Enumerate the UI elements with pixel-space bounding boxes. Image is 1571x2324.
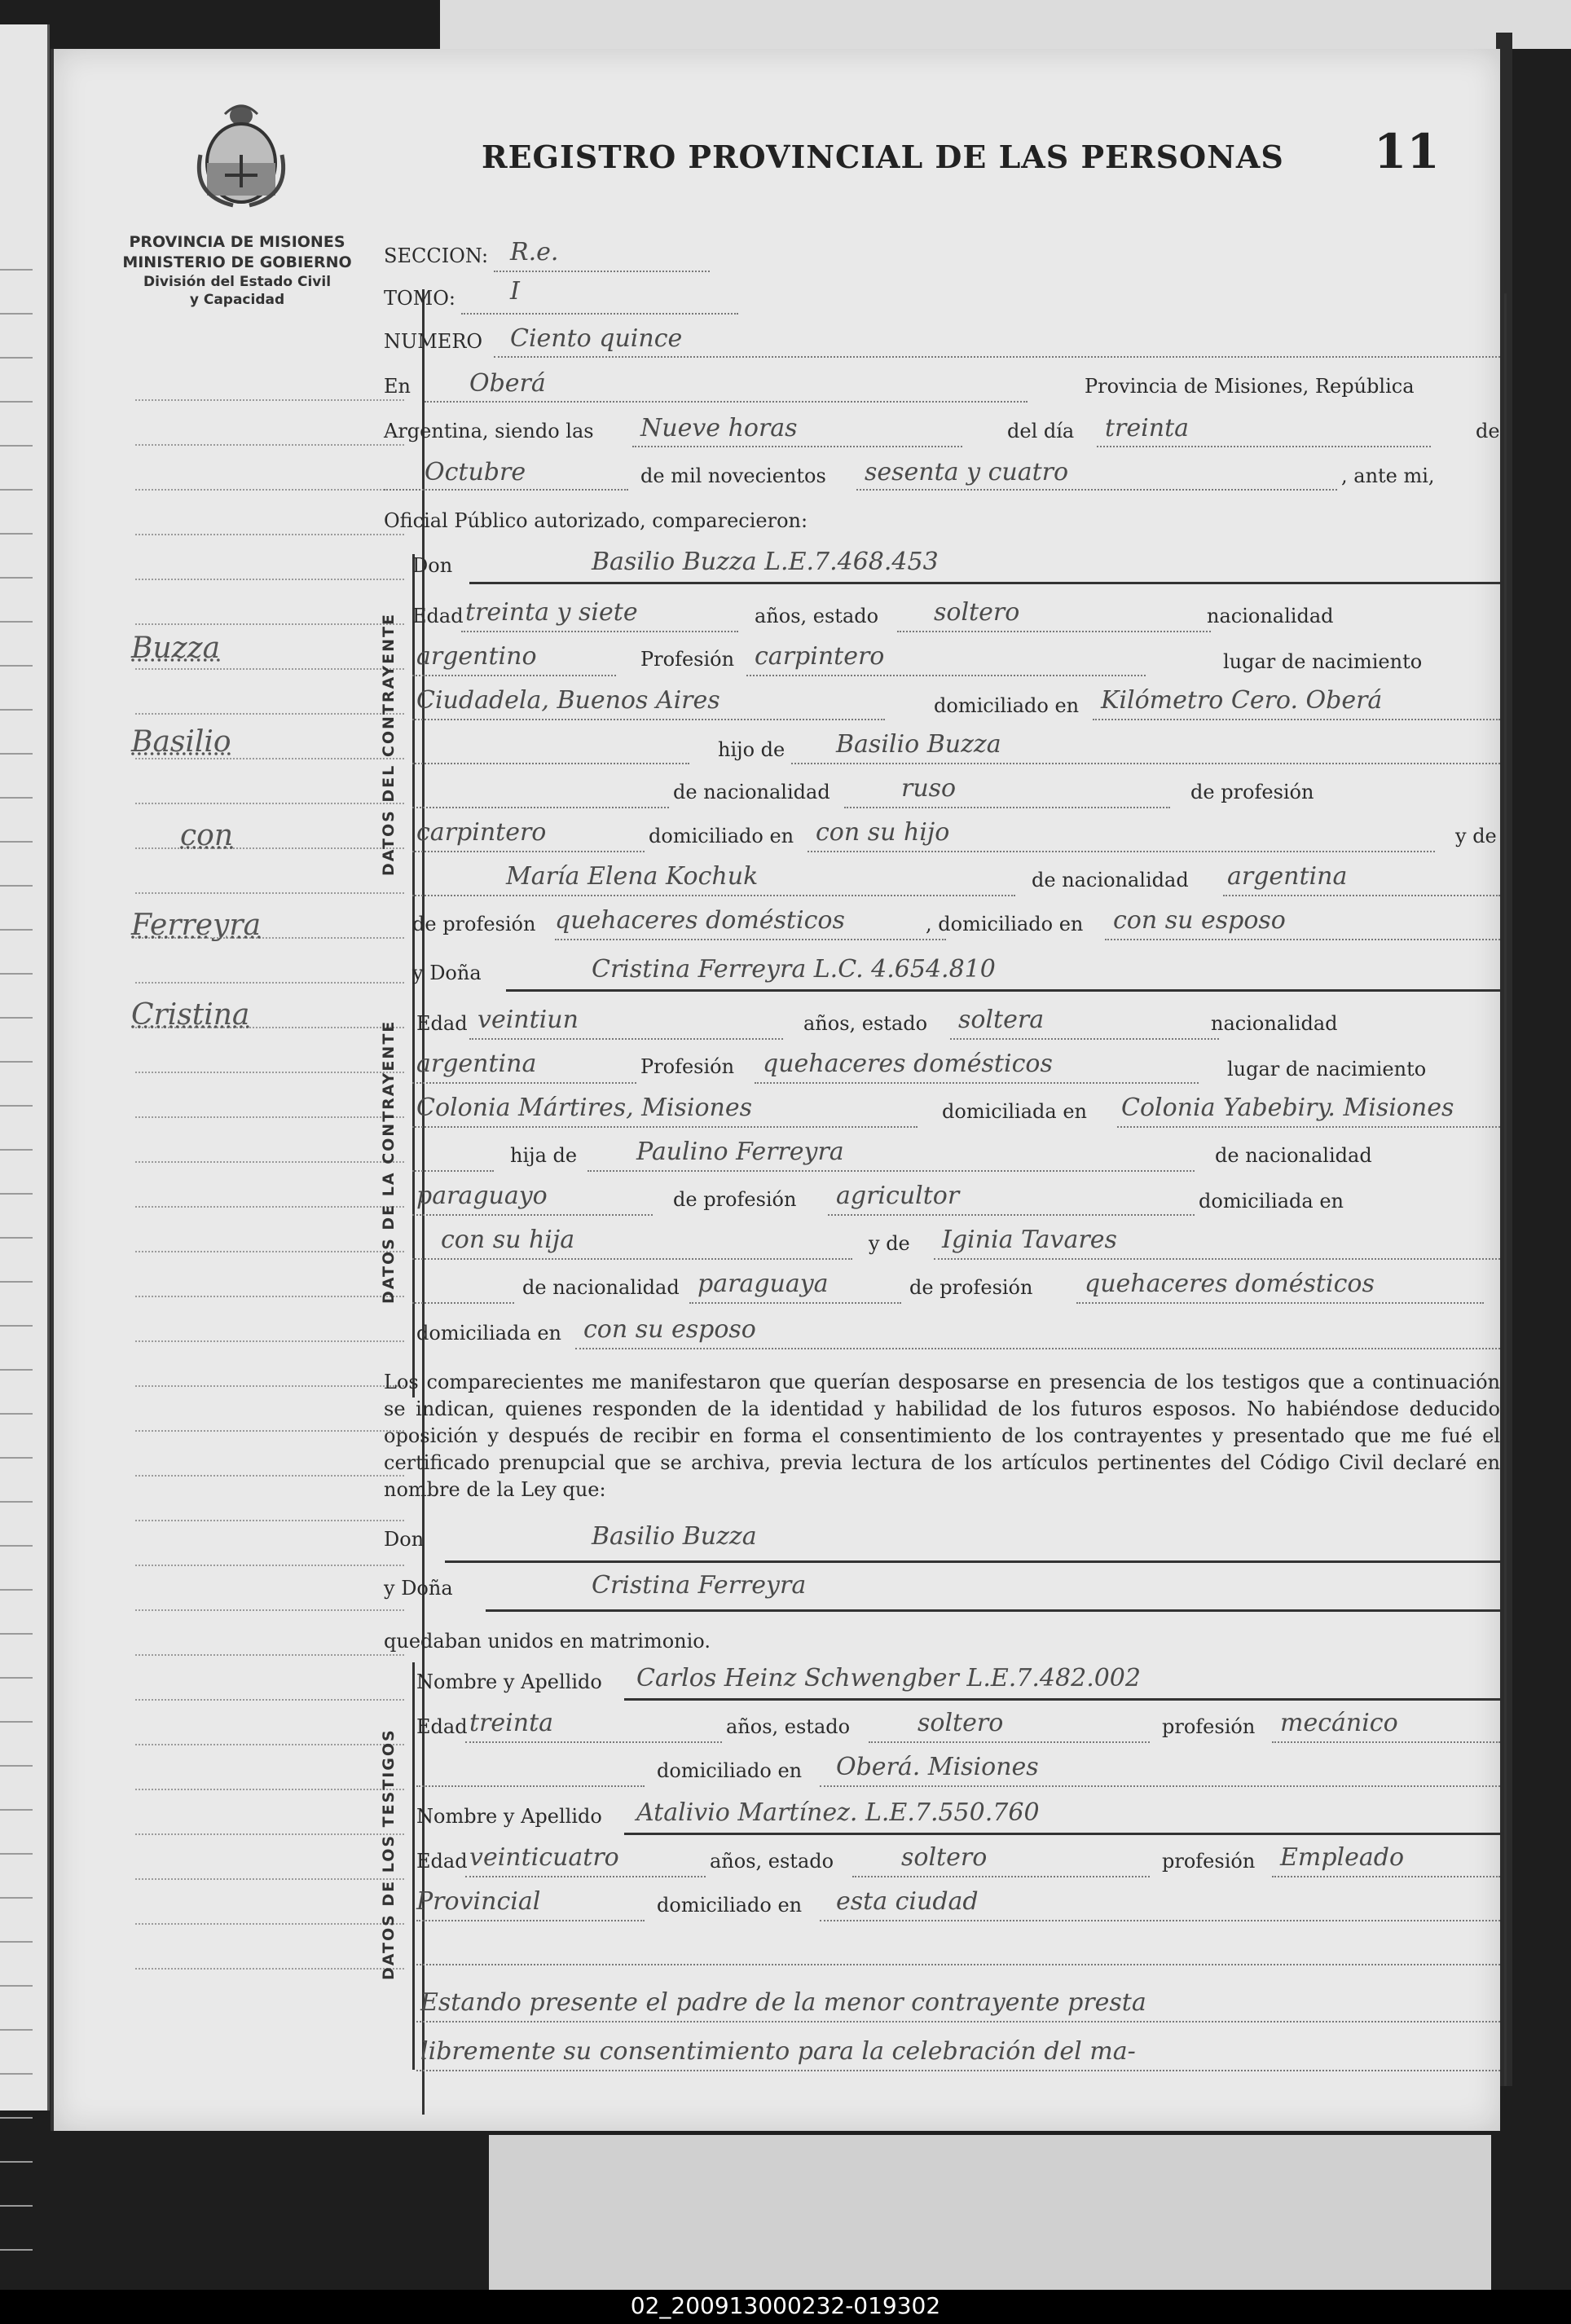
sliver-rule	[0, 1237, 33, 1239]
contrayenta-lugar-line	[412, 1126, 918, 1128]
margin-rule	[135, 1206, 404, 1208]
contrayenta-padre: Paulino Ferreyra	[636, 1138, 844, 1166]
margin-rule	[135, 1833, 404, 1835]
testigo1-edad: treinta	[469, 1709, 554, 1737]
testigos-section-label: DATOS DE LOS TESTIGOS	[380, 1728, 398, 1980]
t1-profesion-label: profesión	[1162, 1715, 1256, 1738]
sliver-rule	[0, 1193, 33, 1195]
dona-label: y Doña	[412, 962, 482, 984]
decl-don-value: Basilio Buzza	[592, 1522, 757, 1551]
sliver-rule	[0, 797, 33, 799]
t2-anios-estado-label: años, estado	[710, 1850, 834, 1873]
testigo1-profesion: mecánico	[1280, 1709, 1398, 1737]
contrayenta-madre-domicilio-label: domiciliada en	[416, 1322, 561, 1345]
contrayenta-profesion: quehaceres domésticos	[763, 1050, 1053, 1078]
contrayenta-nacionalidad: argentina	[416, 1050, 537, 1078]
margin-rule	[135, 399, 404, 401]
anios-estado-label: años, estado	[755, 605, 879, 627]
dona-line	[506, 989, 1500, 992]
contrayente-nombre: Basilio Buzza L.E.7.468.453	[592, 548, 939, 576]
contrayenta-padre-nacionalidad-label: de nacionalidad	[1215, 1144, 1372, 1167]
blank-rule-1	[416, 1964, 1500, 1965]
org-ministry: MINISTERIO DE GOBIERNO	[122, 253, 352, 271]
padre-nacionalidad-line	[844, 807, 1170, 808]
domicilio-cont-line	[412, 763, 689, 764]
sliver-rule	[0, 929, 33, 931]
margin-rule	[135, 1161, 404, 1163]
contrayenta-lugar: Colonia Mártires, Misiones	[416, 1094, 753, 1122]
don-label: Don	[412, 554, 453, 577]
en-label: En	[384, 375, 411, 398]
contrayente-nacionalidad: argentino	[416, 642, 537, 671]
t1-nombre-line	[624, 1698, 1500, 1701]
seccion-label: SECCION:	[384, 244, 489, 267]
sliver-rule	[0, 1941, 33, 1943]
t1-estado-line	[869, 1741, 1150, 1743]
oficial-text: Oficial Público autorizado, comparecieron:	[384, 509, 808, 532]
testigo1-nombre: Carlos Heinz Schwengber L.E.7.482.002	[636, 1664, 1141, 1692]
t2-domiciliado-label: domiciliado en	[657, 1894, 803, 1917]
contrayenta-domicilio-line	[1117, 1126, 1500, 1128]
margin-rule	[135, 1968, 404, 1970]
sliver-rule	[0, 2073, 33, 2075]
t1-domiciliado-label: domiciliado en	[657, 1759, 803, 1782]
sliver-rule	[0, 2117, 33, 2119]
testigos-section-rule	[412, 1662, 415, 2070]
sliver-rule	[0, 1457, 33, 1459]
madre-profesion-label: de profesión	[412, 913, 536, 935]
margin-rule	[135, 1654, 404, 1656]
margin-rule	[135, 444, 404, 446]
tomo-value: I	[510, 277, 520, 306]
contrayenta-padre-domicilio-line	[412, 1258, 852, 1260]
contrayenta-madre-line	[934, 1258, 1500, 1260]
anio-line	[856, 489, 1337, 491]
declaration-paragraph: Los comparecientes me manifestaron que querían desposarse en presencia de los testigos que a continuación se indican, quienes responden de la identidad y habilidad de los futuros esposos. No habiéndose deducido oposición y después de recibir en forma el consentimiento de los contrayentes y presentado que me fué el certificado prenupcial que se archiva, previa lectura de los artículos pertinentes del Código Civil declaré en nombre de la Ley que:	[384, 1371, 1500, 1501]
nacionalidad-label: nacionalidad	[1207, 605, 1334, 627]
decl-don-label: Don	[384, 1528, 425, 1551]
madre-line	[412, 895, 1015, 896]
profesion-line	[746, 675, 1146, 676]
mil-text: de mil novecientos	[640, 464, 826, 487]
page-number: 11	[1374, 124, 1440, 179]
sliver-rule	[0, 1325, 33, 1327]
contrayente-madre-nacionalidad: argentina	[1227, 862, 1348, 891]
contrayente-madre: María Elena Kochuk	[506, 862, 759, 891]
blank-line	[412, 807, 669, 808]
margin-rule	[135, 803, 404, 804]
contrayenta-edad-line	[469, 1038, 783, 1040]
hija-label: hija de	[510, 1144, 578, 1167]
contrayenta-padre-domicilio-label: domiciliada en	[1199, 1190, 1344, 1213]
sliver-rule	[0, 885, 33, 887]
decl-dona-value: Cristina Ferreyra	[592, 1571, 807, 1600]
issuing-office	[99, 232, 376, 309]
sliver-rule	[0, 1545, 33, 1547]
contrayente-padre-domicilio: con su hijo	[816, 818, 950, 847]
margin-rule	[135, 1744, 404, 1745]
t2-edad-label: Edad	[416, 1850, 468, 1873]
padre-line	[791, 763, 1500, 764]
margin-rule	[135, 668, 404, 670]
margin-rule	[135, 1296, 404, 1297]
coat-of-arms-icon	[192, 98, 290, 212]
madre-domicilio-line	[1105, 939, 1500, 940]
hora-line	[632, 446, 962, 447]
seccion-line	[494, 271, 710, 272]
sliver-rule	[0, 1677, 33, 1679]
t1-blank-line	[416, 1785, 645, 1787]
margin-rule	[135, 1475, 404, 1477]
contrayenta-blank-line	[412, 1302, 514, 1304]
contrayente-madre-profesion: quehaceres domésticos	[555, 906, 845, 935]
register-title: REGISTRO PROVINCIAL DE LAS PERSONAS	[482, 139, 1284, 175]
contrayente-lugar: Ciudadela, Buenos Aires	[416, 686, 720, 715]
dia-value: treinta	[1105, 414, 1190, 442]
contrayente-domicilio: Kilómetro Cero. Oberá	[1101, 686, 1383, 715]
en-value: Oberá	[469, 369, 546, 398]
madre-nacionalidad-line	[1223, 895, 1500, 896]
register-page	[51, 49, 1500, 2131]
tomo-label: TOMO:	[384, 287, 456, 310]
contrayenta-profesion-label: Profesión	[640, 1055, 735, 1078]
nota-line-2	[416, 2070, 1500, 2071]
backdrop-top	[440, 0, 1571, 49]
margin-note-bride-surname: Ferreyra	[131, 909, 262, 942]
quedaban-text: quedaban unidos en matrimonio.	[384, 1630, 711, 1653]
testigo2-profesion: Empleado	[1280, 1843, 1405, 1872]
margin-rule	[135, 623, 404, 625]
estado-line	[897, 631, 1211, 632]
contrayente-padre-nacionalidad: ruso	[901, 774, 957, 803]
edad-line	[461, 631, 738, 632]
mes-line	[384, 489, 628, 491]
tomo-line	[461, 313, 738, 315]
profesion-label: Profesión	[640, 648, 735, 671]
sliver-rule	[0, 665, 33, 667]
padre-profesion-line	[412, 851, 645, 852]
sliver-rule	[0, 1809, 33, 1811]
sliver-rule	[0, 1105, 33, 1107]
contrayenta-estado: soltera	[958, 1006, 1045, 1034]
previous-page-edge	[0, 24, 50, 2111]
sliver-rule	[0, 313, 33, 315]
backdrop-bottom	[489, 2135, 1491, 2290]
contrayente-padre-profesion: carpintero	[416, 818, 547, 847]
testigo2-domicilio: esta ciudad	[836, 1887, 979, 1916]
sliver-rule	[0, 533, 33, 535]
contrayenta-madre-nacionalidad-line	[689, 1302, 901, 1304]
padre-nacionalidad-label: de nacionalidad	[673, 781, 830, 803]
edad-label: Edad	[412, 605, 464, 627]
padre-profesion-label: de profesión	[1190, 781, 1314, 803]
t2-profesion-line	[1272, 1876, 1500, 1877]
org-province: PROVINCIA DE MISIONES	[129, 233, 345, 251]
margin-rule	[135, 1923, 404, 1925]
org-division-sub: y Capacidad	[189, 292, 285, 308]
margin-rule	[135, 1340, 404, 1342]
t1-domicilio-line	[820, 1785, 1500, 1787]
contrayenta-madre: Iginia Tavares	[942, 1226, 1117, 1254]
nota-line-2-text: libremente su consentimiento para la celebración del ma-	[420, 2037, 1136, 2066]
sliver-rule	[0, 1633, 33, 1635]
margin-rule	[135, 713, 404, 715]
contrayenta-profesion-line	[755, 1082, 1199, 1084]
anio-value: sesenta y cuatro	[865, 458, 1069, 486]
en-line	[425, 401, 1028, 403]
contrayente-section-label: DATOS DEL CONTRAYENTE	[380, 613, 398, 876]
sliver-rule	[0, 1061, 33, 1063]
contrayente-edad: treinta y siete	[465, 598, 638, 627]
sliver-rule	[0, 753, 33, 755]
contrayenta-anios-estado-label: años, estado	[803, 1012, 928, 1035]
contrayenta-section-rule	[412, 957, 415, 1397]
provincia-text: Provincia de Misiones, República	[1085, 375, 1415, 398]
contrayenta-domicilio-cont-line	[412, 1170, 494, 1172]
testigo2-nombre: Atalivio Martínez. L.E.7.550.760	[636, 1798, 1040, 1827]
margin-rule	[135, 1072, 404, 1073]
testigo2-edad: veinticuatro	[469, 1843, 619, 1872]
contrayente-madre-domicilio: con su esposo	[1113, 906, 1286, 935]
sliver-rule	[0, 2205, 33, 2207]
decl-don-line	[445, 1560, 1500, 1563]
contrayenta-madre-domicilio-line	[575, 1348, 1500, 1349]
t2-domicilio-line	[820, 1920, 1500, 1921]
y-de-label: y de	[1455, 825, 1497, 847]
contrayenta-nacionalidad-line	[412, 1082, 636, 1084]
margin-rule	[135, 1789, 404, 1790]
margin-rule	[135, 1251, 404, 1252]
padre-domicilio-line	[808, 851, 1435, 852]
margin-rule	[135, 1565, 404, 1566]
contrayenta-madre-profesion: quehaceres domésticos	[1085, 1270, 1375, 1298]
margin-rule	[135, 1430, 404, 1432]
margin-rule	[135, 1878, 404, 1880]
sliver-rule	[0, 357, 33, 359]
contrayenta-madre-nacionalidad: paraguaya	[697, 1270, 829, 1298]
contrayenta-domiciliada-label: domiciliada en	[942, 1100, 1087, 1123]
sliver-rule	[0, 2249, 33, 2251]
margin-rule	[135, 1116, 404, 1118]
mes-value: Octubre	[425, 458, 526, 486]
sliver-rule	[0, 2161, 33, 2163]
hora-value: Nueve horas	[640, 414, 798, 442]
ante-text: , ante mi,	[1341, 464, 1435, 487]
hijo-label: hijo de	[718, 738, 786, 761]
contrayenta-domicilio: Colonia Yabebiry. Misiones	[1121, 1094, 1454, 1122]
t2-profesion-cont-line	[416, 1920, 645, 1921]
del-dia-text: del día	[1007, 420, 1075, 442]
madre-profesion-line	[555, 939, 946, 940]
contrayenta-madre-domicilio: con su esposo	[583, 1315, 756, 1344]
testigo2-profesion-cont: Provincial	[416, 1887, 541, 1916]
contrayenta-padre-profesion-label: de profesión	[673, 1188, 797, 1211]
t2-nombre-line	[624, 1833, 1500, 1835]
contrayenta-padre-line	[587, 1170, 1195, 1172]
domiciliado-label: domiciliado en	[934, 694, 1080, 717]
contrayente-padre: Basilio Buzza	[836, 730, 1001, 759]
image-caption: 02_200913000232-019302	[630, 2292, 941, 2319]
nota-line-1	[416, 2021, 1500, 2022]
margin-rule	[135, 1385, 404, 1387]
t1-profesion-line	[1272, 1741, 1500, 1743]
contrayenta-nacionalidad-label: nacionalidad	[1211, 1012, 1338, 1035]
numero-label: NUMERO	[384, 330, 483, 353]
seccion-value: R.e.	[510, 238, 559, 266]
testigo2-estado: soltero	[901, 1843, 988, 1872]
t2-estado-line	[852, 1876, 1150, 1877]
contrayenta-lugar-label: lugar de nacimiento	[1227, 1058, 1427, 1081]
sliver-rule	[0, 489, 33, 491]
sliver-rule	[0, 709, 33, 711]
de-text: de	[1476, 420, 1500, 442]
argentina-text: Argentina, siendo las	[384, 420, 594, 442]
margin-rule	[135, 1609, 404, 1611]
madre-nacionalidad-label: de nacionalidad	[1032, 869, 1189, 891]
margin-rule	[135, 489, 404, 491]
sliver-rule	[0, 973, 33, 975]
sliver-rule	[0, 1413, 33, 1415]
sliver-rule	[0, 1985, 33, 1987]
t2-edad-line	[465, 1876, 706, 1877]
t2-nombre-label: Nombre y Apellido	[416, 1805, 602, 1828]
contrayente-profesion: carpintero	[755, 642, 885, 671]
sliver-rule	[0, 1765, 33, 1767]
decl-dona-line	[486, 1609, 1500, 1612]
contrayenta-padre-profesion-line	[828, 1214, 1195, 1216]
contrayenta-edad: veintiun	[477, 1006, 579, 1034]
sliver-rule	[0, 2029, 33, 2031]
t1-nombre-label: Nombre y Apellido	[416, 1670, 602, 1693]
margin-note-name: Basilio	[131, 725, 231, 759]
margin-note-surname: Buzza	[131, 632, 221, 665]
sliver-rule	[0, 269, 33, 271]
margin-rule	[135, 892, 404, 894]
contrayenta-madre-profesion-line	[1076, 1302, 1484, 1304]
contrayenta-estado-line	[950, 1038, 1219, 1040]
margin-rule	[135, 982, 404, 984]
sliver-rule	[0, 1589, 33, 1591]
margin-note-bride-name: Cristina	[131, 998, 250, 1032]
t1-edad-line	[465, 1741, 722, 1743]
sliver-rule	[0, 1897, 33, 1899]
contrayenta-padre-domicilio: con su hija	[441, 1226, 575, 1254]
form-right-rule	[1504, 293, 1507, 2086]
sliver-rule	[0, 841, 33, 843]
margin-rule	[135, 1520, 404, 1521]
numero-value: Ciento quince	[510, 324, 683, 353]
margin-rule	[135, 1699, 404, 1701]
contrayenta-padre-nacionalidad-line	[412, 1214, 653, 1216]
sliver-rule	[0, 1281, 33, 1283]
t2-profesion-label: profesión	[1162, 1850, 1256, 1873]
org-division: División del Estado Civil	[143, 274, 332, 290]
sliver-rule	[0, 1721, 33, 1723]
lugar-line	[412, 719, 885, 720]
lugar-label: lugar de nacimiento	[1223, 650, 1423, 673]
sliver-rule	[0, 1369, 33, 1371]
margin-rule	[135, 534, 404, 535]
sliver-rule	[0, 621, 33, 623]
t1-edad-label: Edad	[416, 1715, 468, 1738]
margin-rule	[135, 847, 404, 849]
don-line	[469, 582, 1500, 584]
nota-line-1-text: Estando presente el padre de la menor contrayente presta	[420, 1988, 1146, 2017]
testigo1-estado: soltero	[918, 1709, 1004, 1737]
margin-note-con: con	[180, 819, 234, 852]
contrayente-estado: soltero	[934, 598, 1020, 627]
decl-dona-label: y Doña	[384, 1577, 453, 1600]
numero-line	[494, 356, 1500, 358]
t1-anios-estado-label: años, estado	[726, 1715, 851, 1738]
contrayenta-y-de-label: y de	[869, 1232, 910, 1255]
testigo1-domicilio: Oberá. Misiones	[836, 1753, 1039, 1781]
madre-domicilio-label: , domiciliado en	[926, 913, 1084, 935]
contrayenta-padre-profesion: agricultor	[836, 1182, 960, 1210]
domicilio-line	[1093, 719, 1500, 720]
contrayenta-madre-profesion-label: de profesión	[909, 1276, 1033, 1299]
sliver-rule	[0, 1501, 33, 1503]
dia-line	[1097, 446, 1431, 447]
sliver-rule	[0, 1017, 33, 1019]
contrayenta-edad-label: Edad	[416, 1012, 468, 1035]
sliver-rule	[0, 401, 33, 403]
contrayenta-padre-nacionalidad: paraguayo	[416, 1182, 548, 1210]
sliver-rule	[0, 1149, 33, 1151]
sliver-rule	[0, 1853, 33, 1855]
sliver-rule	[0, 445, 33, 447]
nacionalidad-line	[412, 675, 616, 676]
contrayenta-section-label: DATOS DE LA CONTRAYENTE	[380, 1019, 398, 1304]
contrayenta-nombre: Cristina Ferreyra L.C. 4.654.810	[592, 955, 996, 984]
padre-domicilio-label: domiciliado en	[649, 825, 794, 847]
contrayenta-madre-nacionalidad-label: de nacionalidad	[522, 1276, 680, 1299]
sliver-rule	[0, 577, 33, 579]
margin-rule	[135, 579, 404, 580]
